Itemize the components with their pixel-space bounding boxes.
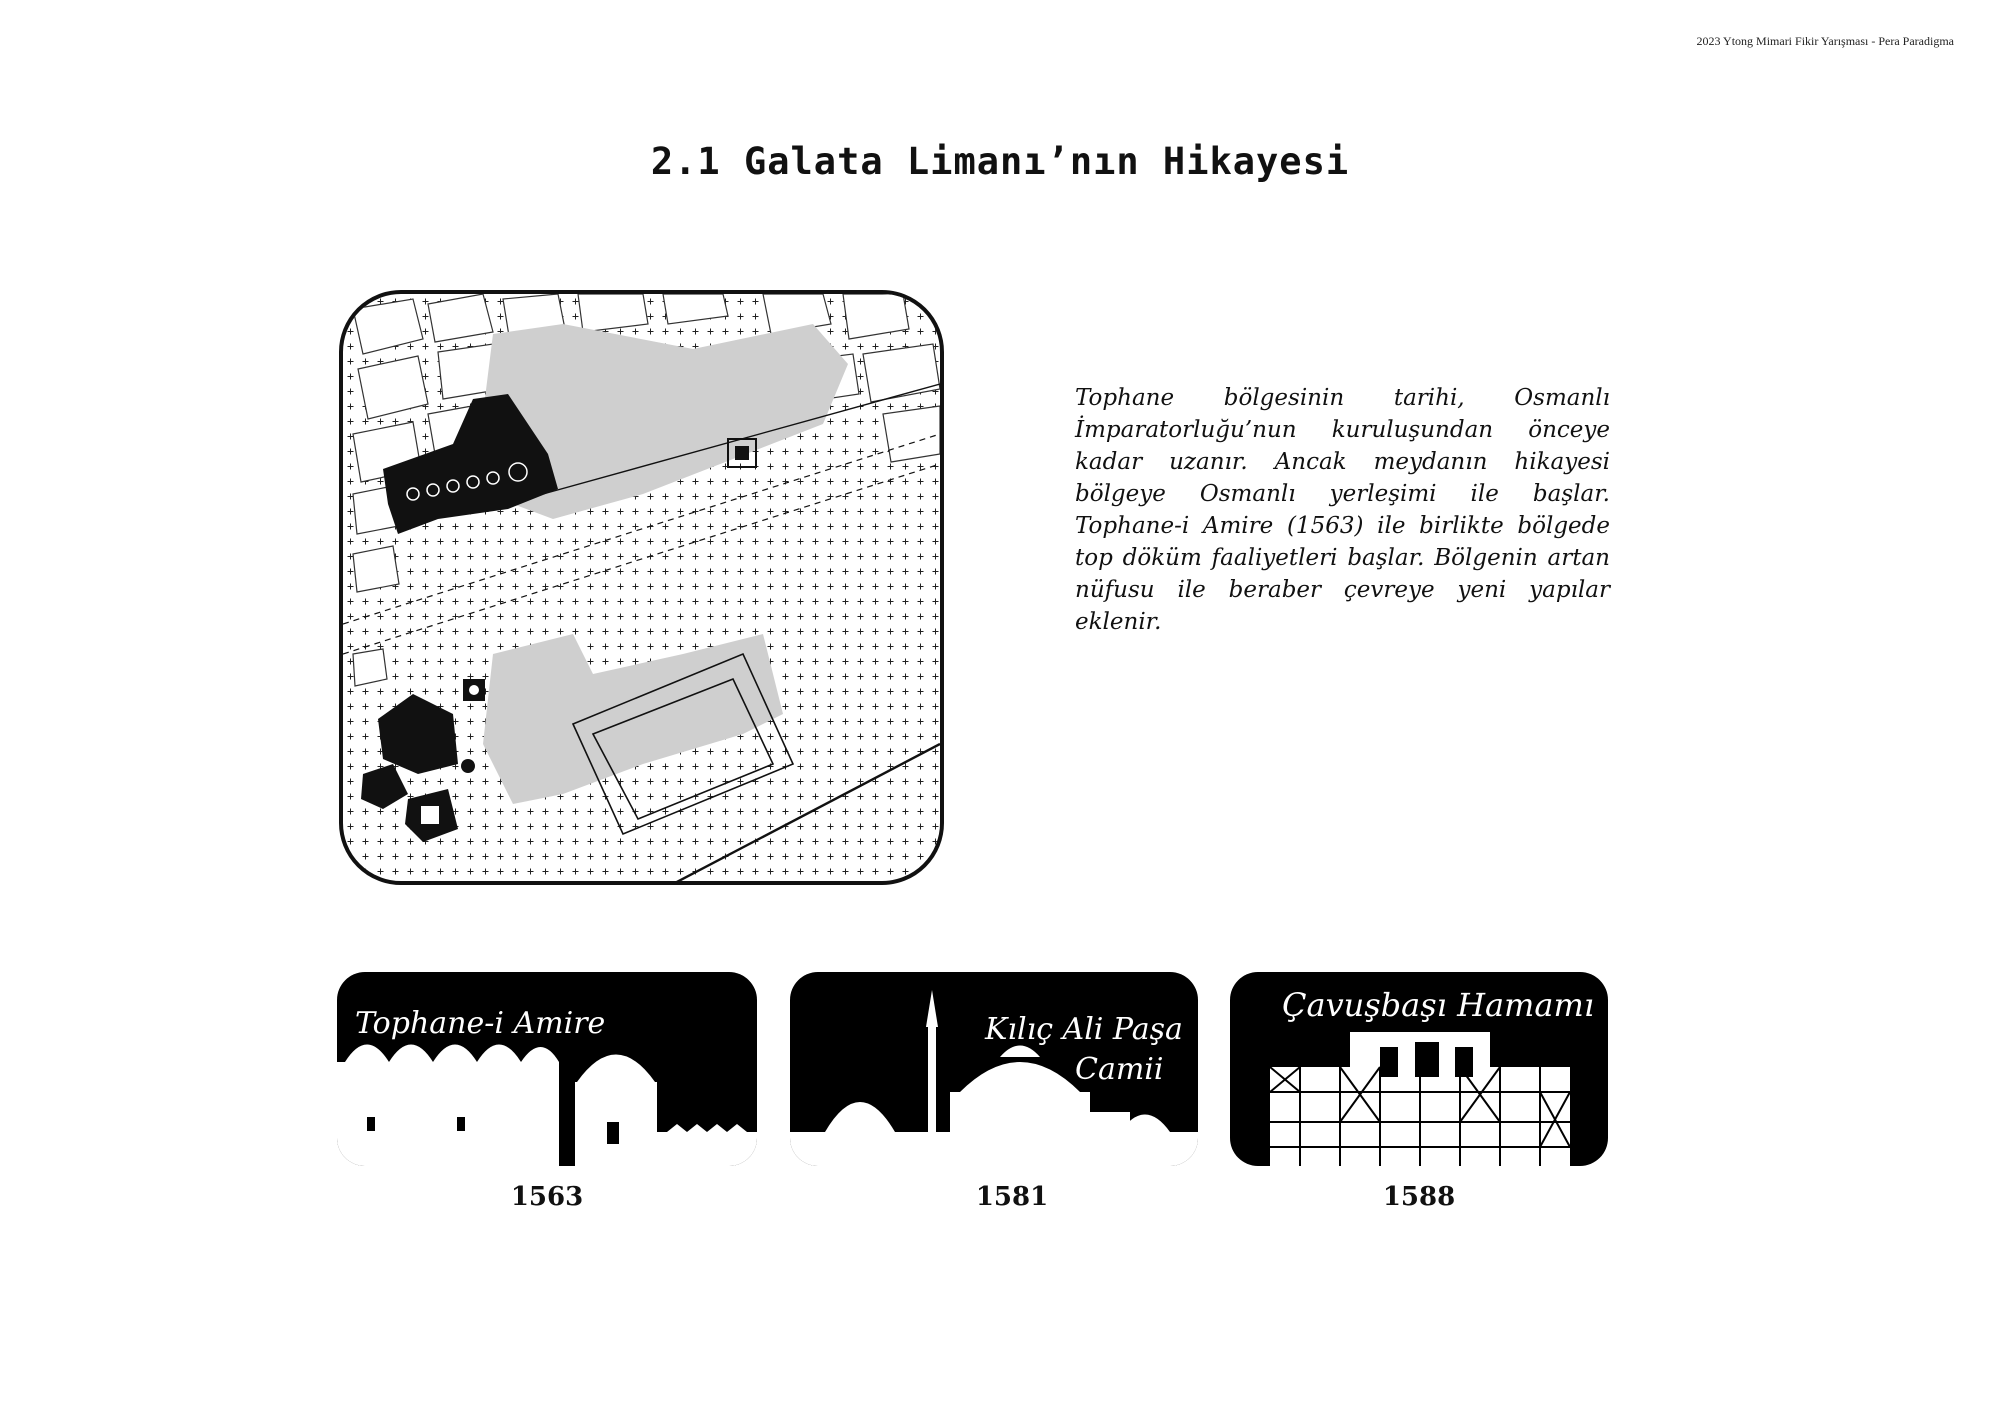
timeline-card-kilic-ali-pasa [790,972,1198,1166]
site-plan-map [339,290,944,885]
card-label-kilic-ali-pasa-line1: Kılıç Ali Paşa [985,1012,1183,1047]
page-title: 2.1 Galata Limanı’nın Hikayesi [650,140,1350,183]
history-description: Tophane bölgesinin tarihi, Osmanlı İmparatorluğu’nun kuruluşundan önceye kadar uzanır. Ancak meydanın hikayesi bölgeye Osmanlı yerleşimi ile başlar. Tophane-i Amire (1563) ile birlikte bölgede top döküm faaliyetleri başlar. Bölgenin artan nüfusu ile beraber çevreye yeni yapılar eklenir. [1075,385,1610,635]
timeline-card-tophane [337,972,757,1166]
year-1581: 1581 [975,1182,1049,1212]
site-plan-drawing [343,294,940,881]
header-note: 2023 Ytong Mimari Fikir Yarışması - Pera Paradigma [1696,34,1954,48]
card-label-kilic-ali-pasa-line2: Camii [1075,1052,1164,1087]
year-1563: 1563 [510,1182,584,1212]
timeline-card-cavusbasi [1230,972,1608,1166]
year-1588: 1588 [1382,1182,1456,1212]
card-label-cavusbasi: Çavuşbaşı Hamamı [1282,986,1595,1024]
card-label-tophane: Tophane-i Amire [355,1006,606,1041]
tophane-silhouette [337,972,757,1166]
